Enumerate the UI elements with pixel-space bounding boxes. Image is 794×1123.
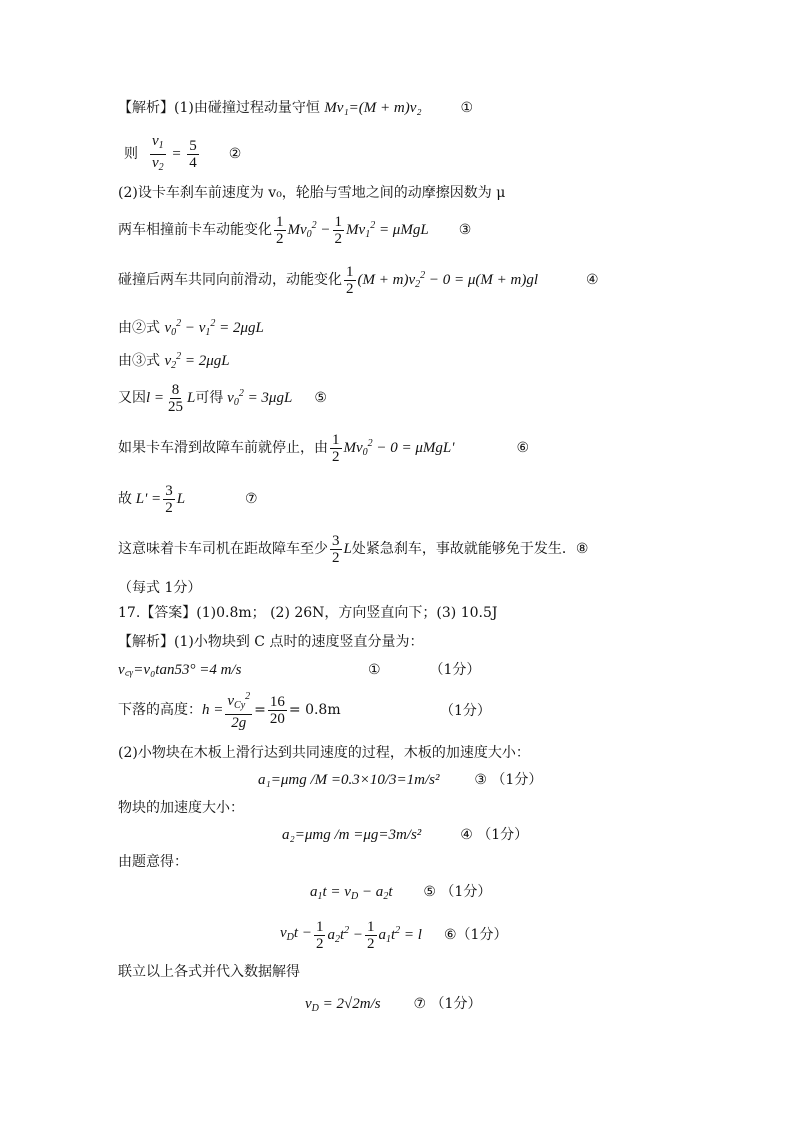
circled-number: ⑦ bbox=[245, 491, 258, 507]
analysis-17-line-2 bbox=[118, 660, 241, 680]
analysis-17-line-12: $v_D = 2√2m/s$ ⑦ （1分） bbox=[305, 996, 482, 1014]
text: 处紧急刹车，事故就能够免于发生． bbox=[351, 541, 576, 557]
analysis-line-4: 两车相撞前卡车动能变化 $\frac{1}{2}$ $Mv_0^2$ − $\frac{1}{2}$ $Mv_1^2 = \mu MgL$ ③ bbox=[118, 213, 472, 247]
text: 联立以上各式并代入数据解得 bbox=[118, 964, 300, 980]
circled-number: ④ bbox=[460, 827, 473, 843]
analysis-line-6: 由②式 $v_0^2 - v_1^2 = 2\mu gL$ bbox=[118, 318, 264, 338]
text: （每式 1分） bbox=[118, 580, 202, 596]
score: （1分） bbox=[430, 996, 482, 1012]
circled-number: ⑧ bbox=[575, 541, 589, 557]
text: 可得 bbox=[195, 390, 224, 406]
fraction-v1-v2: $\frac{v_1}{v_2}$ bbox=[152, 132, 164, 173]
score: （1分） bbox=[477, 827, 529, 843]
text: 下落的高度： bbox=[118, 702, 202, 718]
answer-17 bbox=[118, 603, 498, 623]
analysis-17-line-11 bbox=[118, 962, 300, 982]
circled-number: ③ bbox=[458, 222, 472, 238]
analysis-line-5: 碰撞后两车共同向前滑动，动能变化 $\frac{1}{2}$ $(M + m)v_2^2 - 0 = \mu(M + m)gl$ ④ bbox=[118, 263, 599, 297]
score: （1分） bbox=[440, 884, 492, 900]
circled-number: ① bbox=[368, 662, 381, 678]
circled-number: ⑤ bbox=[423, 884, 436, 900]
marker-1 bbox=[368, 660, 480, 680]
score-16 bbox=[440, 701, 491, 721]
analysis-line-7: 由③式 $v_2^2 = 2\mu gL$ bbox=[118, 351, 230, 371]
analysis-17-line-6 bbox=[118, 798, 244, 818]
analysis-line-10: 故 L' = $\frac{3}{2}$ L ⑦ bbox=[118, 482, 258, 516]
analysis-line-9: 如果卡车滑到故障车前就停止，由 $\frac{1}{2}$ $Mv_0^2 - 0 = \mu MgL'$ ⑥ bbox=[118, 431, 530, 465]
text: 由题意得： bbox=[118, 854, 188, 870]
circled-number: ⑤ bbox=[314, 390, 327, 406]
score: （1分） bbox=[491, 772, 543, 788]
text: 故 bbox=[118, 491, 132, 507]
text: 这意味着卡车司机在距故障车至少 bbox=[118, 541, 328, 557]
score: （1分） bbox=[440, 703, 491, 719]
analysis-17-line-9: $a_1t = v_D - a_2t$ ⑤ （1分） bbox=[310, 884, 492, 902]
text: (2)小物块在木板上滑行达到共同速度的过程，木板的加速度大小： bbox=[118, 745, 530, 761]
analysis-17-line-4 bbox=[118, 743, 530, 763]
text: 【解析】(1)小物块到 C 点时的速度竖直分量为： bbox=[118, 634, 424, 650]
text: 则 bbox=[124, 146, 138, 162]
text: v꜀ᵧ=v₀tan53° =4 m/s bbox=[118, 662, 242, 678]
text: 两车相撞前卡车动能变化 bbox=[118, 222, 272, 238]
text: 【解析】(1)由碰撞过程动量守恒 bbox=[118, 100, 320, 116]
text: 17.【答案】(1)0.8m； (2) 26N，方向竖直向下；(3) 10.5J bbox=[118, 605, 498, 621]
analysis-line-1 bbox=[118, 98, 473, 118]
text: a₁=μmg /M =0.3×10/3=1m/s² bbox=[258, 772, 440, 788]
score-note bbox=[118, 578, 201, 598]
analysis-line-8: 又因 l = $\frac{8}{25}$ L 可得 $v_0^2 = 3\mu gL$ ⑤ bbox=[118, 381, 327, 415]
circled-number: ⑥ bbox=[443, 927, 457, 943]
analysis-17-line-3: 下落的高度： h = $\frac{v_{Cy}^2}{2g}$ = $\frac{16}{20}$ = 0.8m bbox=[118, 691, 341, 731]
analysis-17-line-7 bbox=[282, 825, 528, 845]
text: (2)设卡车刹车前速度为 v₀，轮胎与雪地之间的动摩擦因数为 μ bbox=[118, 185, 506, 201]
circled-number: ② bbox=[228, 146, 242, 162]
analysis-line-2: 则 $\frac{v_1}{v_2}$ = $\frac{5}{4}$ ② bbox=[124, 136, 241, 172]
text: 碰撞后两车共同向前滑动，动能变化 bbox=[118, 272, 342, 288]
circled-number: ⑦ bbox=[413, 996, 427, 1012]
text: 由②式 bbox=[118, 320, 160, 336]
analysis-line-3 bbox=[118, 183, 505, 203]
score: （1分） bbox=[429, 662, 481, 678]
text: 物块的加速度大小： bbox=[118, 800, 244, 816]
momentum-equation: Mv₁=(M + m)v₂ bbox=[324, 100, 422, 116]
circled-number: ④ bbox=[586, 272, 599, 288]
circled-number: ⑥ bbox=[516, 440, 530, 456]
analysis-17-line-8 bbox=[118, 852, 188, 872]
score: （1分） bbox=[456, 927, 508, 943]
circled-number: ① bbox=[460, 100, 474, 116]
text: 如果卡车滑到故障车前就停止，由 bbox=[118, 440, 328, 456]
text: a₂=μmg /m =μg=3m/s² bbox=[282, 827, 422, 843]
analysis-17-line-1 bbox=[118, 632, 423, 652]
circled-number: ③ bbox=[474, 772, 487, 788]
fraction-5-4: $\frac{5}{4}$ bbox=[189, 137, 197, 171]
text: 又因 bbox=[118, 390, 146, 406]
analysis-17-line-10: $v_Dt$ − $\frac{1}{2}$ $a_2t^2$ − $\frac{1}{2}$ $a_1t^2 = l$ ⑥ （1分） bbox=[280, 918, 508, 952]
analysis-line-11: 这意味着卡车司机在距故障车至少 $\frac{3}{2}$ L 处紧急刹车，事故就能够免于发生． ⑧ bbox=[118, 532, 589, 566]
text: 由③式 bbox=[118, 353, 160, 369]
analysis-17-line-5 bbox=[258, 770, 542, 790]
